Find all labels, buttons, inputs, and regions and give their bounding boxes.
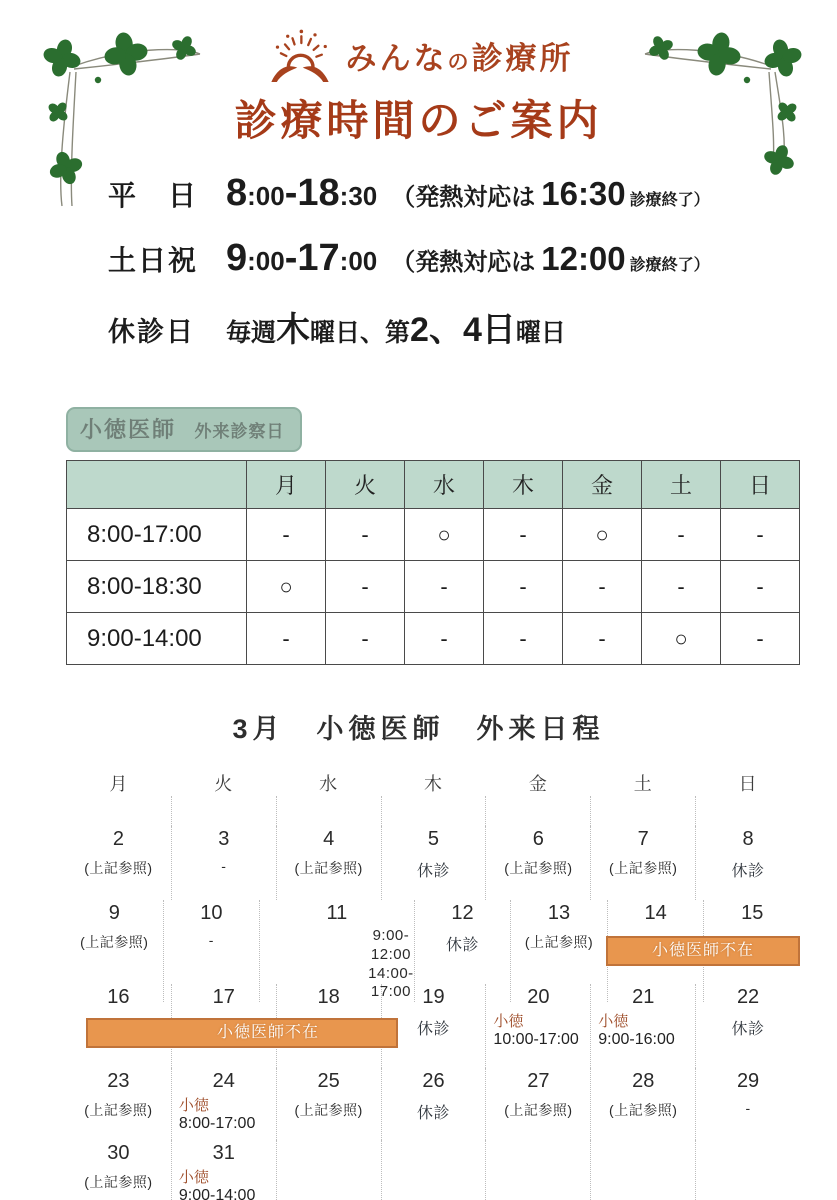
- day-note: (上記参照): [84, 1174, 153, 1190]
- clinic-name-part: みんな: [345, 40, 448, 76]
- doctor-hours: 9:00-16:00: [598, 1031, 675, 1048]
- day-note: (上記参照): [504, 1102, 573, 1118]
- header-corner-cell: [67, 461, 247, 509]
- day-number: 3: [218, 828, 230, 850]
- day-note-closed: 休診: [731, 863, 765, 880]
- weekday-label: 平 日: [108, 180, 199, 211]
- weekend-hours-line: [108, 237, 837, 280]
- availability-mark: -: [563, 613, 642, 665]
- availability-mark: ○: [642, 613, 721, 665]
- calendar-day-cell: [695, 984, 800, 1068]
- hours-text: 17: [297, 237, 340, 279]
- calendar-day-cell: [66, 1068, 171, 1140]
- clover-vine-decoration-left: [14, 10, 204, 210]
- day-number: 6: [532, 828, 544, 850]
- day-note: (上記参照): [609, 860, 678, 876]
- calendar-day-cell: [276, 1068, 381, 1140]
- table-row: [67, 561, 800, 613]
- doctor-hours: 8:00-17:00: [178, 1115, 256, 1132]
- doctor-name: 小徳: [493, 1013, 524, 1030]
- hours-text: :00: [247, 181, 285, 211]
- day-note: -: [208, 932, 214, 948]
- day-note-closed: 休診: [416, 1105, 450, 1122]
- day-header: 火: [326, 461, 405, 509]
- calendar-day-cell: [485, 826, 590, 900]
- day-number: 21: [632, 986, 655, 1008]
- march-calendar: [66, 770, 800, 1200]
- availability-mark: -: [247, 613, 326, 665]
- doctor-schedule-badge: [66, 407, 302, 452]
- day-number: 20: [527, 986, 550, 1008]
- calendar-day-cell: [695, 826, 800, 900]
- hours-text: -: [284, 237, 298, 279]
- sunrise-logo-icon: [264, 26, 336, 84]
- time-slot-label: 9:00-14:00: [67, 613, 247, 665]
- calendar-spacer-row: [66, 796, 800, 826]
- day-note-closed: 休診: [416, 863, 450, 880]
- clinic-name: [346, 33, 574, 78]
- weekly-schedule-table: [66, 460, 800, 665]
- calendar-day-cell: [171, 826, 276, 900]
- calendar-day-cell: [381, 826, 486, 900]
- doctor-hours: 9:00-14:00: [178, 1187, 256, 1200]
- availability-mark: -: [405, 613, 484, 665]
- availability-mark: -: [642, 561, 721, 613]
- day-number: 8: [742, 828, 754, 850]
- day-note-closed: 休診: [416, 1021, 450, 1038]
- day-number: 10: [200, 902, 223, 924]
- hours-text: 8: [226, 172, 248, 214]
- calendar-day-cell: [276, 1140, 381, 1200]
- closed-days-text: 2、4: [410, 311, 482, 349]
- fever-note-time: 16:30: [541, 175, 626, 212]
- calendar-day-cell: [590, 1068, 695, 1140]
- calendar-day-cell: [485, 1140, 590, 1200]
- weekday-label: 木: [423, 774, 442, 794]
- weekday-label: 日: [738, 774, 757, 794]
- calendar-day-cell: [695, 1068, 800, 1140]
- day-header: 日: [721, 461, 800, 509]
- availability-mark: -: [563, 561, 642, 613]
- day-number: 23: [107, 1070, 130, 1092]
- availability-mark: ○: [247, 561, 326, 613]
- fever-note: （発熱対応は: [391, 249, 536, 276]
- calendar-day-cell: [276, 826, 381, 900]
- day-number: 13: [547, 902, 571, 924]
- day-note: -: [745, 1100, 751, 1116]
- day-number: 12: [451, 902, 474, 924]
- badge-doctor-name: 小徳医師: [80, 417, 177, 442]
- doctor-name: 小徳: [598, 1013, 629, 1030]
- availability-mark: -: [326, 509, 405, 561]
- fever-note-suffix: 診療終了）: [629, 192, 710, 209]
- calendar-day-cell: [590, 826, 695, 900]
- availability-mark: -: [326, 561, 405, 613]
- fever-note: （発熱対応は: [391, 184, 536, 211]
- availability-mark: ○: [405, 509, 484, 561]
- calendar-day-cell: [66, 1140, 171, 1200]
- weekday-label: 金: [528, 774, 547, 794]
- hours-text: :00: [247, 246, 285, 276]
- calendar-day-cell: [590, 1140, 695, 1200]
- weekend-label: 土日祝: [108, 245, 199, 276]
- calendar-day-cell: [66, 826, 171, 900]
- availability-mark: -: [642, 509, 721, 561]
- day-header: 土: [642, 461, 721, 509]
- calendar-day-cell: [485, 984, 590, 1068]
- calendar-week-row: [66, 984, 800, 1068]
- day-number: 18: [317, 986, 340, 1008]
- weekday-label: 月: [109, 774, 128, 794]
- day-header: 金: [563, 461, 642, 509]
- doctor-absent-banner: 小徳医師不在: [606, 936, 800, 966]
- day-number: 5: [427, 828, 440, 850]
- weekday-label: 火: [214, 774, 233, 794]
- day-header: 月: [247, 461, 326, 509]
- day-note: -: [221, 858, 227, 874]
- doctor-hours: 10:00-17:00: [493, 1031, 579, 1048]
- closed-days-text: 日: [481, 311, 516, 349]
- availability-mark: -: [721, 561, 800, 613]
- day-number: 15: [741, 902, 764, 924]
- calendar-day-cell: [171, 1068, 276, 1140]
- day-number: 25: [317, 1070, 340, 1092]
- calendar-title: 3月 小徳医師 外来日程: [232, 714, 605, 744]
- closed-days-text: 木: [276, 311, 311, 349]
- availability-mark: -: [405, 561, 484, 613]
- hours-text: 18: [297, 172, 340, 214]
- availability-mark: -: [721, 509, 800, 561]
- day-number: 30: [107, 1142, 130, 1164]
- day-number: 31: [212, 1142, 235, 1164]
- doctor-absent-banner: 小徳医師不在: [86, 1018, 398, 1048]
- hours-text: :00: [339, 246, 378, 276]
- weekday-label: 土: [633, 774, 652, 794]
- day-hours-line: 9:00-12:00: [370, 927, 411, 963]
- availability-mark: -: [721, 613, 800, 665]
- day-note: (上記参照): [84, 860, 153, 876]
- day-hours-line: 14:00-17:00: [368, 964, 414, 1001]
- day-note-closed: 休診: [445, 937, 479, 954]
- clinic-name-part: の: [447, 50, 472, 74]
- calendar-week-row: [66, 1140, 800, 1200]
- hours-text: 9: [226, 237, 248, 279]
- time-slot-label: 8:00-18:30: [67, 561, 247, 613]
- page-title: 診療時間のご案内: [234, 97, 603, 144]
- calendar-day-cell: [485, 1068, 590, 1140]
- day-number: 28: [632, 1070, 655, 1092]
- clover-vine-decoration-right: [641, 10, 831, 210]
- day-number: 7: [637, 828, 649, 850]
- day-number: 26: [422, 1070, 445, 1092]
- calendar-day-cell: [381, 1140, 486, 1200]
- closed-days-text: 曜日: [515, 319, 566, 347]
- doctor-name: 小徳: [178, 1169, 209, 1186]
- doctor-name: 小徳: [178, 1097, 209, 1114]
- day-note: (上記参照): [504, 860, 573, 876]
- hours-text: :30: [339, 181, 378, 211]
- closed-days-line: [108, 302, 837, 351]
- table-row: [67, 509, 800, 561]
- calendar-day-cell: [381, 1068, 486, 1140]
- day-note: (上記参照): [609, 1102, 678, 1118]
- day-number: 2: [112, 828, 124, 850]
- availability-mark: -: [247, 509, 326, 561]
- day-number: 16: [107, 986, 130, 1008]
- table-header-row: [67, 461, 800, 509]
- badge-label: 外来診察日: [194, 422, 285, 441]
- table-row: [67, 613, 800, 665]
- availability-mark: ○: [563, 509, 642, 561]
- day-number: 22: [736, 986, 760, 1008]
- fever-note-suffix: 診療終了）: [629, 257, 710, 274]
- day-number: 9: [108, 902, 120, 924]
- calendar-day-cell: [695, 1140, 800, 1200]
- weekday-label: 水: [319, 774, 338, 794]
- calendar-week-row: [66, 826, 800, 900]
- day-note: (上記参照): [294, 860, 363, 876]
- day-number: 14: [644, 902, 667, 924]
- calendar-weekday-header: [66, 770, 800, 796]
- closed-days-text: 毎週: [226, 319, 277, 347]
- closed-days-label: 休診日: [108, 317, 195, 347]
- calendar-day-cell: [590, 984, 695, 1068]
- day-number: 19: [422, 986, 445, 1008]
- clinic-name-part: 診療所: [471, 40, 574, 76]
- availability-mark: -: [484, 509, 563, 561]
- day-number: 27: [527, 1070, 550, 1092]
- day-number: 24: [212, 1070, 235, 1092]
- time-slot-label: 8:00-17:00: [67, 509, 247, 561]
- hours-text: -: [284, 172, 298, 214]
- day-note-closed: 休診: [731, 1021, 765, 1038]
- day-number: 17: [212, 986, 235, 1008]
- availability-mark: -: [484, 561, 563, 613]
- availability-mark: -: [484, 613, 563, 665]
- day-note: (上記参照): [294, 1102, 363, 1118]
- day-number: 11: [326, 902, 348, 924]
- day-header: 木: [484, 461, 563, 509]
- day-number: 29: [736, 1070, 760, 1092]
- day-note: (上記参照): [80, 934, 149, 950]
- availability-mark: -: [326, 613, 405, 665]
- day-note: (上記参照): [84, 1102, 153, 1118]
- day-number: 4: [323, 828, 335, 850]
- fever-note-time: 12:00: [541, 240, 626, 277]
- day-header: 水: [405, 461, 484, 509]
- calendar-week-row: [66, 1068, 800, 1140]
- closed-days-text: 曜日、第: [310, 319, 411, 347]
- day-note: (上記参照): [524, 934, 594, 950]
- calendar-day-cell: [171, 1140, 276, 1200]
